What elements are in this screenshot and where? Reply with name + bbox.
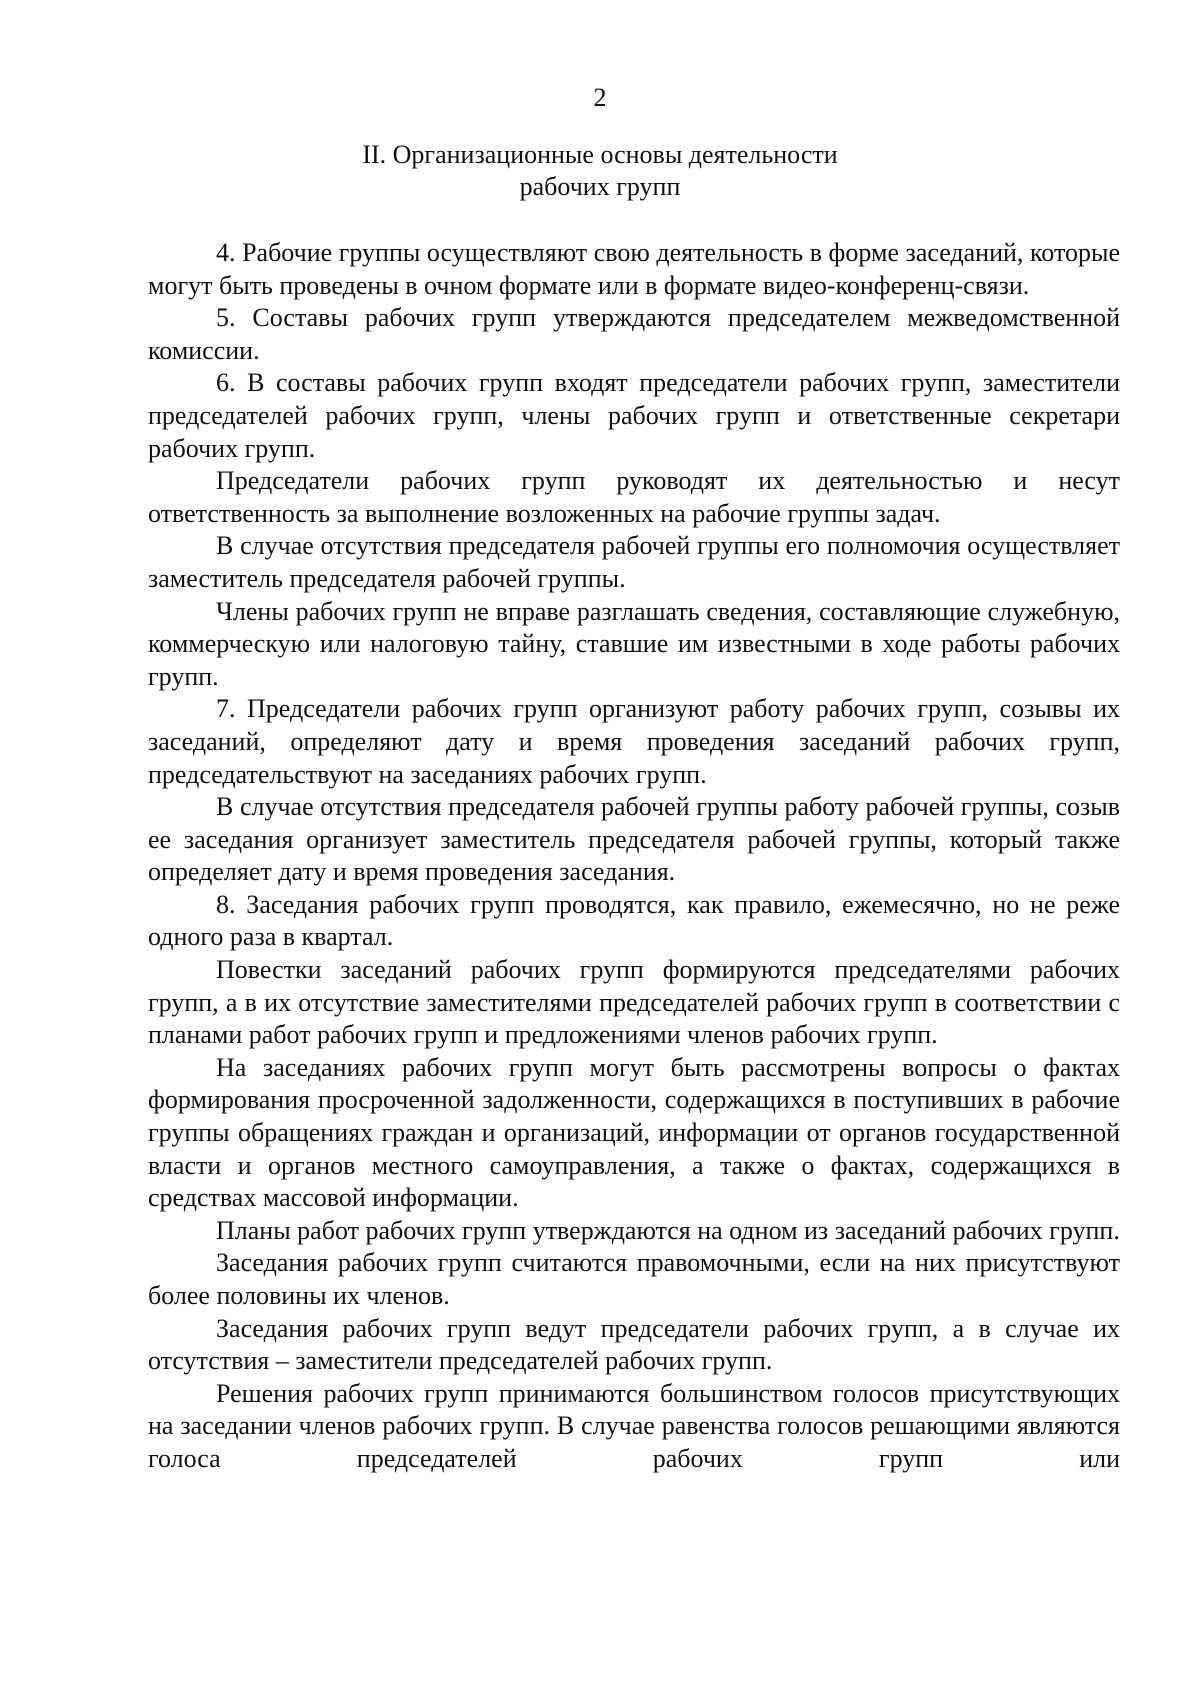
paragraph: В случае отсутствия председателя рабочей группы его полномочия осуществляет заместитель председателя рабочей группы. bbox=[148, 531, 1120, 593]
paragraph: 6. В составы рабочих групп входят председатели рабочих групп, заместители председателей рабочих групп, члены рабочих групп и ответственные секретари рабочих групп. bbox=[148, 368, 1120, 463]
paragraph: 5. Составы рабочих групп утверждаются председателем межведомственной комиссии. bbox=[148, 303, 1120, 365]
paragraph: Планы работ рабочих групп утверждаются на одном из заседаний рабочих групп. bbox=[216, 1215, 1120, 1245]
paragraph: Заседания рабочих групп ведут председатели рабочих групп, а в случае их отсутствия – заместители председателей рабочих групп. bbox=[148, 1313, 1120, 1376]
paragraph: 8. Заседания рабочих групп проводятся, как правило, ежемесячно, но не реже одного раза в квартал. bbox=[148, 889, 1120, 952]
page-number: 2 bbox=[593, 83, 607, 112]
paragraph: Заседания рабочих групп считаются правомочными, если на них присутствуют более половины их членов. bbox=[148, 1248, 1120, 1310]
section-heading-line-2: рабочих групп bbox=[519, 172, 681, 201]
document-body bbox=[148, 237, 1120, 1476]
paragraph: 4. Рабочие группы осуществляют свою деятельность в форме заседаний, которые могут быть проведены в очном формате или в формате видео-конференц-связи. bbox=[148, 238, 1120, 300]
paragraph: 7. Председатели рабочих групп организуют работу рабочих групп, созывы их заседаний, определяют дату и время проведения заседаний рабочих групп, председательствуют на заседаниях рабочих групп. bbox=[148, 694, 1120, 789]
paragraph: В случае отсутствия председателя рабочей группы работу рабочей группы, созыв ее заседания организует заместитель председателя рабочей группы, который также определяет дату и время проведения заседания. bbox=[148, 792, 1120, 887]
paragraph: Повестки заседаний рабочих групп формируются председателями рабочих групп, а в их отсутствие заместителями председателей рабочих групп в соответствии с планами работ рабочих групп и предложениями членов рабочих групп. bbox=[148, 955, 1120, 1050]
paragraph: Члены рабочих групп не вправе разглашать сведения, составляющие служебную, коммерческую или налоговую тайну, ставшие им известными в ходе работы рабочих групп. bbox=[148, 596, 1120, 691]
section-heading bbox=[0, 139, 1200, 203]
paragraph: На заседаниях рабочих групп могут быть рассмотрены вопросы о фактах формирования просроченной задолженности, содержащихся в поступивших в рабочие группы обращениях граждан и организаций, информации от органов государственной власти и органов местного самоуправления, а также о фактах, содержащихся в средствах массовой информации. bbox=[148, 1052, 1120, 1213]
section-heading-line-1: II. Организационные основы деятельности bbox=[362, 140, 838, 169]
paragraph: Решения рабочих групп принимаются большинством голосов присутствующих на заседании членов рабочих групп. В случае равенства голосов решающими являются голоса председателей рабочих групп или bbox=[148, 1378, 1120, 1473]
paragraph: Председатели рабочих групп руководят их деятельностью и несут ответственность за выполнение возложенных на рабочие группы задач. bbox=[148, 466, 1120, 528]
